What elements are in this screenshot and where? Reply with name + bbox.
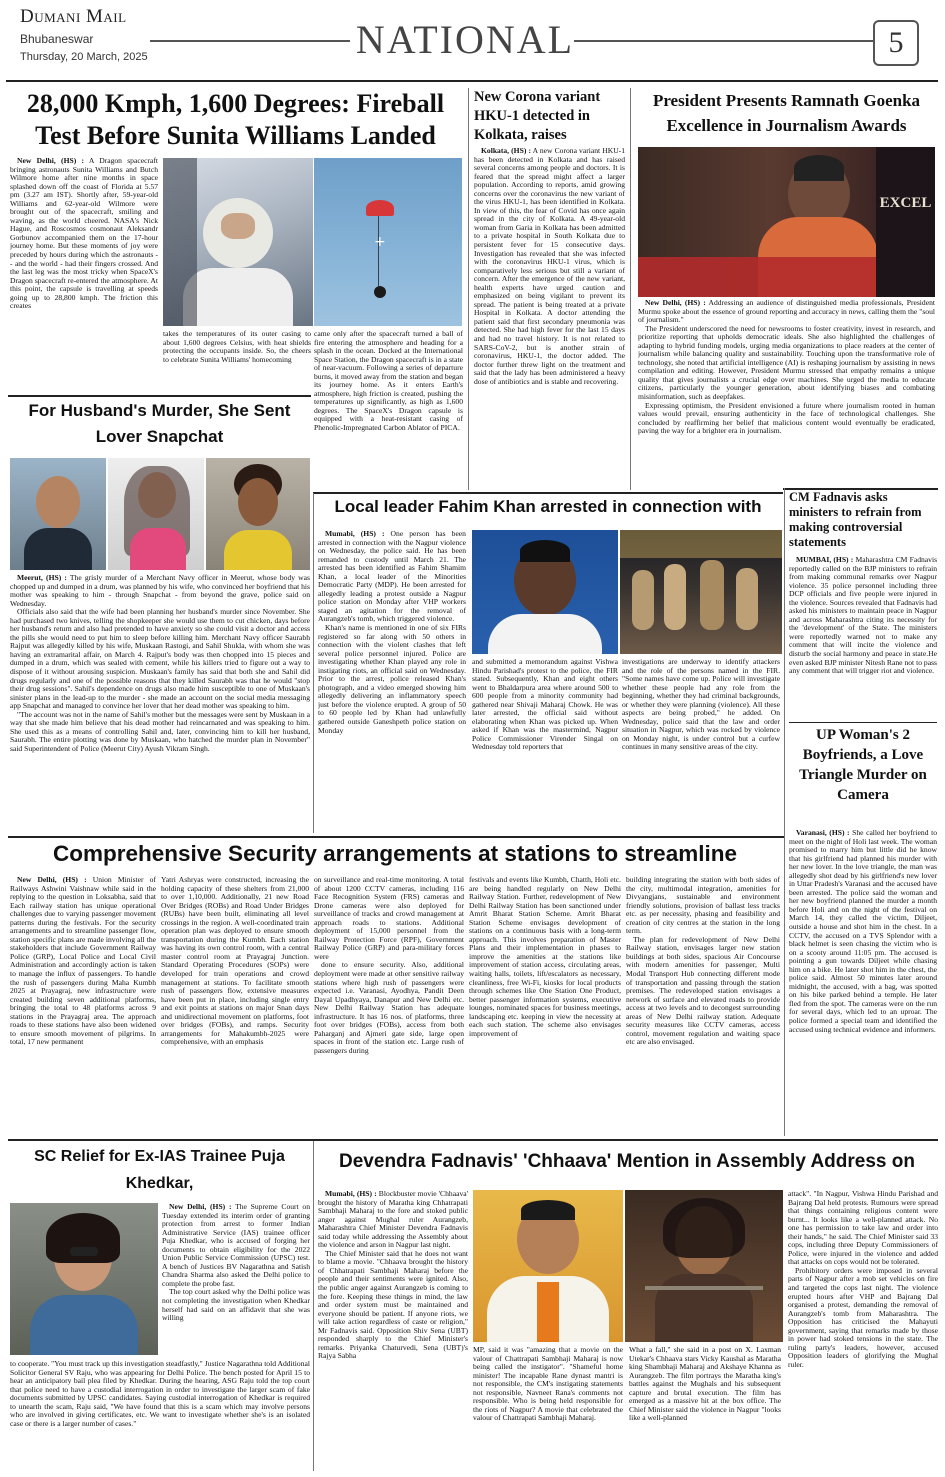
fireball-col1-text: A Dragon spacecraft bringing astronauts Sunita Williams and Butch Wilmore home after nine months in space splashed down off the coast of Florida at 5.57 pm (3.27 am IST). Shortly after, 59-year-old Williams and 62-year-old Wilmore were brought out of the spacecraft, smiling and waving, as the world cheered. NASA's Nick Hague, and Roscosmos cosmonaut Aleksandr Gorbunov accompanied them on the 17-hour journey home. But these moments of joy were preceded by hours during which the astronauts -- and the world - had their fingers crossed. And the last leg was the most tricky when SpaceX's Dragon spacecraft re-entered the atmosphere. At this point, the capsule is travelling at speeds going up to 28,800 kmph. The friction this creates xyxy=(10,157,158,311)
security-col1 xyxy=(10,876,156,1138)
masthead xyxy=(0,0,945,84)
victim-photo xyxy=(10,458,106,570)
chhaava-col3-text: What a fall," she said in a post on X. Laxman Utekar's Chhaava stars Vicky Kaushal as Maratha king Shambhaji Maharaj and Akshaye Khanna as Aurangzeb. The film portrays the Maratha king's battles against the Mughals and his subsequent capture and brutal execution. The film has emerged as a massive hit at the box office. The Chief Minister said the violence in Nagpur "looks like a well-planned xyxy=(629,1346,781,1423)
chhaava-col2-text: MP, said it was "amazing that a movie on the valour of Chattrapati Sambhaji Maharaj is now being called the instigator". "Shameful home minister! The incapable Rane dynast mantri is not responsible, the CM's instigating statements not responsible, Navneet Rana's comments not responsible. Who is being held responsible for the riots of Nagpur? A movie that celebrated the valour of Chattrapati Sambhaji Maharaj. xyxy=(473,1346,623,1423)
cm-body-text: Maharashtra CM Fadnavis reportedly called on the BJP ministers to refrain from making communal remarks over Nagpur violence. 35 police personnel including three DCP officials and five people were injured in the violence. Sources revealed that Fadnavis had asked his ministers to maintain peace in Nagpur and across Maharashtra citing its necessity for the 'development' of the State. The ministers were reportedly warned not to make any comment that will incite the violence and disturb the social harmony and peace in state.He even asked BJP minister Nitesh Rane not to pass any comment that will trigger riot and violence. xyxy=(789,556,937,676)
up-body-text: She called her boyfriend to meet on the night of Holi last week. The woman promised to marry him but little did he know that his girlfriend had planned his murder with her new lover. In the love triangle, the man was allegedly shot dead by his girlfriend's new lover in Uttar Pradesh's Varanasi and the accused have been arrested. The police said the woman and her new boyfriend planned the murder a month before Holi and on the night of the festival on March 14, they called the victim, Diljeet, outside a house and shot him in the chest. In a CCTV, the accused on a TVS Splendor with a black helmet is seen chasing the victim who is on a scooty around 11:05 pm. The accused is pointing a gun towards Diljeet while chasing him on a bike. He later shot him in the chest, the police said. Almost 50 minutes later around midnight, the accused, with a bag, was spotted on his bike parked behind a temple. He later fled from the spot. The cameras were on the run for several days, which led to an uproar. The police formed a special team and identified the accused using technical evidence and informers. xyxy=(789,829,937,1034)
fahim-col1a: One person has been arrested in connection with the Nagpur violence on Wednesday, the police said. He has been remanded to custody until March 21. The arrested has been identified as Fahim Shamim Khan, a local leader of the Minorities Democratic Party (MDP). He been arrested for allegedly leading a protest outside a Nagpur police station on Monday after VHP workers staged an agitation for the removal of Aurangzeb's tomb, which triggered violence. xyxy=(318,530,466,624)
fireball-headline: 28,000 Kmph, 1,600 Degrees: Fireball Test Before Sunita Williams Landed xyxy=(26,89,445,150)
rule-fireball-bottom xyxy=(8,395,311,397)
khedkar-photo xyxy=(10,1203,158,1355)
security-col1-text: Union Minister of Railways Ashwini Vaishnaw while said in the replying to the question in Loksabha, said that Each railway station has unique operational challenges due to varying passenger movement patterns during the festivals. For the security arrangements and to streamline passenger flow, station specific plans are made involving all the stakeholders that include Government Railway Police (GRP), Local Police and Local Civil Administration and accordingly action is taken to manage the influx of passengers. To handle the rush of passengers during Maha Kumbh 2025 at Prayagraj, new infrastructure were created building seven additional platforms, bringing the total to 48 platforms across 9 stations in the Prayagraj area. The approach roads to these stations have also been widened to ensure smooth movement of pilgrims. In total, 17 new permanent xyxy=(10,876,156,1047)
president-headline-l1: President Presents Ramnath Goenka xyxy=(652,91,921,110)
fireball-col2 xyxy=(163,330,311,390)
snapchat-p3: "The account was not in the name of Sahil's mother but the messages were sent by Muskaan in a way that she made him believe that his dead mother had reincarnated and was speaking to him. She used this as a means of controlling Sahil and, later, convincing him to kill her husband, Saurabh. The entire plotting was done by Muskaan, who hatched the murder plan in November" said Superintendent of Police (Meerut City) Ayush Vikram Singh. xyxy=(10,709,310,753)
khedkar-bottom-text: to cooperate. "You must track up this investigation steadfastly," Justice Nagarathna told Additional Solicitor General SV Raju, who was appearing for Delhi Police. The bench posted for April 15 to hear an anticipatory bail plea filed by Khedkar. During the hearing, ASG Raju told the top court that police need to have a custodial interrogation in order to investigate the larger scam of fake documents submitted by UPSC candidates. Saying custodial interrogation of Khedkar is required to unearth the scam, Raju said, "We have found that this is a scam which may involve persons who are involved in giving certificates, etc. We want to investigate whether she's is an isolated case or there is a larger number of cases." xyxy=(10,1360,310,1428)
paper-name: Dumani Mail xyxy=(20,6,127,27)
president-body xyxy=(638,299,935,489)
snapchat-body xyxy=(10,574,310,836)
fahim-headline: Local leader Fahim Khan arrested in connection with xyxy=(334,497,762,516)
snapchat-dateline: Meerut, (HS) : xyxy=(17,574,67,582)
rule-corona-left xyxy=(468,88,469,490)
khedkar-col xyxy=(162,1203,310,1360)
president-photo-text: EXCEL xyxy=(879,195,932,211)
snapchat-headline-l1: For Husband's Murder, She Sent Lover Snapchat xyxy=(28,401,291,446)
corona-body xyxy=(474,147,625,492)
chhaava-col3 xyxy=(629,1346,781,1472)
khedkar-col-a: The Supreme Court on Tuesday extended its interim order of granting protection from arrest to former Indian Administrative Service (IAS) trainee officer Puja Khedkar, who is accused of forging her documents to obtain eligibility for the 2022 Union Public Service Commission (UPSC) test. A bench of Justices BV Nagarathna and Satish Chandra Sharma also asked the Delhi police to complete the probe fast. xyxy=(162,1203,310,1288)
up-headline: UP Woman's 2 Boyfriends, a Love Triangle Murder on Camera xyxy=(799,727,927,803)
president-headline-l2: Excellence in Journalism Awards xyxy=(666,116,907,135)
rule-president-left xyxy=(630,88,631,490)
corona-dateline: Kolkata, (HS) : xyxy=(481,147,531,155)
security-dateline: New Delhi, (HS) : xyxy=(17,876,87,884)
cm-dateline: MUMBAI, (HS) : xyxy=(796,556,854,564)
up-dateline: Varanasi, (HS) : xyxy=(796,829,850,837)
fahim-dateline: Mumabi, (HS) : xyxy=(325,530,385,538)
chhaava-col1 xyxy=(318,1190,468,1472)
up-body xyxy=(789,829,937,1135)
security-col3b: done to ensure security. Also, additional deployment were made at other sensitive railway stations where high rush of passengers were expected i.e. Varanasi, Ayodhya, Pandit Deen Dayal Upadhyaya, Danapur and New Delhi etc. New Delhi Railway Station has adequate infrastructure. It has 16 nos. of platforms, three foot over bridges (FOBs), access from both Paharganj and Ajmeri gate side, large open spaces in front of the station etc. Large rush of passengers during xyxy=(314,960,464,1055)
fadnavis-photo xyxy=(473,1190,623,1342)
president-photo xyxy=(638,147,935,297)
khedkar-headline xyxy=(8,1143,311,1199)
paper-date: Thursday, 20 March, 2025 xyxy=(20,51,148,63)
fahim-col3-text: investigations are underway to identify attackers and the role of the persons named in the FIR. "Some names have come up. Police will investigate whether these people had any role from the beginning, whether they had criminal backgrounds, or whether they were planning (violence). All these aspects are being probed," he added. On Wednesday, police said that the law and order situation in Nagpur, which was rocked by violence on Monday night, is under control but a curfew continues in many sensitive areas of the city. xyxy=(622,658,780,752)
fireball-col1 xyxy=(10,157,158,397)
security-col3a: on surveillance and real-time monitoring. A total of about 1200 CCTV cameras, including 116 Face Recognition System (FRS) cameras and Drone cameras were also deployed for surveillance of tracks and crowd management at approach roads to stations. Additional deployment of 15,000 personnel from the Railway Protection Force (RPF), Government Railway Police (GRP) and para-military forces were xyxy=(314,876,464,961)
security-col2 xyxy=(161,876,309,1138)
masthead-rule-left xyxy=(150,40,350,42)
chhaava-col1a: Blockbuster movie 'Chhaava' brought the history of Maratha king Chhatrapati Sambhaji Maharaj to the fore and stoked public anger against Mughal ruler Aurangzeb, Maharashtra Chief Minister Devendra Fadnavis said today while addressing the Assembly about the violence and arson in Nagpur last night. xyxy=(318,1190,468,1250)
chhaava-col4b: Prohibitory orders were imposed in several parts of Nagpur after a mob set vehicles on fire and targeted the cops last night. The violence erupted hours after VHP and Bajrang Dal organised a protest, demanding the removal of Aurangzeb's tomb from Maharashtra. The Opposition has criticised the Mahayuti government, saying that remarks made by those in power had stoked tensions in the state. The ruling party's leaders, however, accused Opposition leaders of glorifying the Mughal ruler. xyxy=(788,1265,938,1369)
president-p2: The President underscored the need for newsrooms to foster creativity, invest in research, and prioritize reporting that upholds democratic ideals. She also highlighted the challenges of adapting to hybrid funding models, urging media organizations to place readers at the center of journalism while balancing quality and sustainability. Touching upon the transformative role of technology, she noted that artificial intelligence (AI) is reshaping journalism by assisting in news compilation and editing. However, President Murmu stressed that empathy remains a unique quality that gives journalists a crucial edge over machines. She urged the media to educate citizens, particularly the younger generation, about identifying biases and combating misinformation, such as deepfakes. xyxy=(638,323,935,402)
rule-cm-bottom xyxy=(789,722,937,723)
rule-fahim-left xyxy=(313,493,314,833)
section-title: NATIONAL xyxy=(355,17,575,62)
corona-headline: New Corona variant HKU-1 detected in Kolkata, raises xyxy=(474,89,601,143)
chhaava-col4 xyxy=(788,1190,938,1472)
chhaava-col4-text: attack". "In Nagpur, Vishwa Hindu Parishad and Bajrang Dal held protests. Rumours were spread that things containing religious content were burnt... It looks like a well-planned attack. No one has permission to take law and order into their hands," he said. The Chief Minister said 33 cops, including three Deputy Commissioners of Police, were injured in the violence and added that attacks on cops would not be tolerated. xyxy=(788,1190,938,1267)
security-col5a: building integrating the station with both sides of the city, multimodal integration, amenities for Divyangjans, sustainable and environment friendly solutions, provision of ballast less tracks etc. as per necessity, phasing and feasibility and creation of city centres at the station in the long term. xyxy=(626,876,780,936)
snapchat-lead: The grisly murder of a Merchant Navy officer in Meerut, whose body was chopped up and dumped in a drum, was planned by his wife, who convinced her boyfriend that his mother was speaking to him - through Snapchat - from beyond the grave, police said on Wednesday. xyxy=(10,574,310,608)
rule-chhaava-left xyxy=(313,1141,314,1471)
security-col5 xyxy=(626,876,780,1138)
khedkar-headline-l1: SC Relief for Ex-IAS Trainee Puja Khedkar, xyxy=(34,1148,285,1192)
president-dateline: New Delhi, (HS) : xyxy=(645,299,706,307)
fahim-col1b: Khan's name is mentioned in one of six FIRs registered so far along with 50 others in connection with the violent clashes that left several police personnel injured. Police are investigating whether Khan played any role in instigating riots, an official said on Wednesday. Prior to the arrest, police released Khan's photograph, and a video emerged showing him allegedly delivering an inflammatory speech just before the violence erupted. A group of 50 to 60 people led by Khan had unlawfully gathered outside Ganeshpeth police station on Monday xyxy=(318,623,466,735)
page-number: 5 xyxy=(888,26,904,59)
fireball-col3 xyxy=(314,330,463,492)
chhaava-dateline: Mumabi, (HS) : xyxy=(325,1190,377,1198)
security-col4-text: festivals and events like Kumbh, Chatth, Holi etc. are being handled regularly on New Delhi Railway Station. Further, redevelopment of New Delhi Railway Station has been sanctioned under Amrit Bharat Station Scheme. Amrit Bharat Station Scheme envisages development of stations on a continuous basis with a long-term approach. This involves preparation of Master Plans and their implementation in phases to improve the amenities at the stations like improvement of station access, circulating areas, waiting halls, toilets, lift/escalators as necessary, cleanliness, free Wi-Fi, kiosks for local products through schemes like One Station One Product, better passenger information systems, executive lounges, nominated spaces for business meetings, landscaping etc. keeping in view the necessity at each such station. The scheme also envisages improvement of xyxy=(469,876,621,1038)
security-col2-text: Yatri Ashryas were constructed, increasing the holding capacity of these shelters from 21,000 to over 1,10,000. Additionally, 21 new Road Over Bridges (ROBs) and Road Under Bridges (RUBs) have been built, eliminating all level crossings in the region. A well-coordinated train operation plan was deployed to ensure smooth transportation during the Kumbh. Each station was having its own control room, with a central master control room at Prayagraj Junction. Standard Operating Procedures (SOPs) were developed for train operations and crowd management at stations. To facilitate smooth rush of passengers flow, extensive measures have been put in place, including single entry and exit points at stations on major Snan days and unidirectional movement on platforms, foot over bridges (FOBs), and ramps. Security arrangements for Mahakumbh-2025 were comprehensive, with an emphasis xyxy=(161,876,309,1047)
security-headline: Comprehensive Security arrangements at stations to streamline xyxy=(53,841,737,866)
fahim-col2 xyxy=(472,658,618,836)
fireball-dateline: New Delhi, (HS) : xyxy=(17,157,85,165)
capsule-photo: + xyxy=(314,158,462,326)
lover-photo xyxy=(206,458,310,570)
chhaava-poster xyxy=(625,1190,783,1342)
khedkar-col-b: The top court asked why the Delhi police was not completing the investigation when Khedkar herself had said on an affidavit that she was willing xyxy=(162,1287,310,1323)
fireball-col3-text: came only after the spacecraft turned a ball of fire entering the atmosphere and heading for a splash in the ocean. Docked at the International Space Station, the Dragon spacecraft is in a state of near-vacuum. Following a series of departure burns, it moved away from the station and began its journey home. As it enters Earth's atmosphere, high friction is created, pushing the temperatures up significantly, as high as 1,600 degrees. The SpaceX's Dragon capsule is equipped with a heat-resistant casing of Phenolic-Impregnated Carbon Ablator of PICA. xyxy=(314,330,463,433)
khedkar-headline-l2 xyxy=(8,1197,311,1199)
police-photo xyxy=(620,530,782,654)
chhaava-col1b: The Chief Minister said that he does not want to blame a movie. "Chhaava brought the history of Chhatrapati Sambhaji Maharaj before the people and their sentiments were ignited. Also, the public anger against Aurangzeb is coming to the fore. Keeping these things in mind, the law and order system must be maintained and everyone should be patient. If anyone riots, we will take action regardless of caste or religion," Mr Fadnavis said. Opposition Shiv Sena (UBT) responded sharply to the Chief Minister's remarks. Priyanka Chaturvedi, Sena (UBT)'s Rajya Sabha xyxy=(318,1248,468,1361)
fahim-col3 xyxy=(622,658,780,836)
page-number-box xyxy=(873,20,919,66)
security-col4 xyxy=(469,876,621,1138)
fahim-col1 xyxy=(318,530,466,836)
snapchat-p2: Officials also said that the wife had been planning her husband's murder since November. She had purchased two knives, telling the shopkeeper she would use them to cut chicken, days before her husband's return and also had pretended to have anxiety so she could visit a doctor and access the pills she would need to put him to sleep before killing him. Merchant Navy officer Saurabh Rajput was allegedly killed by his wife, Muskaan Rastogi, and Sahil Shukla, with whom she was having an extramarital affair, on March 4. Rajput's body was then chopped into 15 pieces and dumped in a drum, which was sealed with cement, while his killers tried to figure out a way to dispose of it without arousing suspicion. Muskaan's family has said that both she and Sahil did drugs regularly and one of the possible reasons that they killed Saurabh was that he would "stop their drug sessions". Sahil's dependence on drugs also made him susceptible to one of Muskaan's sinister plans in the lead-up to the murder - she made an account on the social media messaging app Snapchat and managed to convince her lover that her dead mother was speaking to him. xyxy=(10,607,310,711)
astronaut-photo xyxy=(163,158,313,326)
president-headline xyxy=(634,88,939,144)
wife-photo xyxy=(108,458,204,570)
khedkar-dateline: New Delhi, (HS) : xyxy=(169,1203,232,1211)
khedkar-bottom xyxy=(10,1360,310,1472)
fireball-col2-text: takes the temperatures of its outer casing to about 1,600 degrees Celsius, with heat shields protecting the occupants inside. So, the cheers to celebrate Sunita Williams' homecoming xyxy=(163,330,311,364)
president-lead: Addressing an audience of distinguished media professionals, President Murmu spoke about the essence of ground reporting and accuracy in news, calling them the "soul of journalism." xyxy=(638,299,935,325)
rule-right-col-left xyxy=(784,488,785,1136)
masthead-rule-right xyxy=(574,40,874,42)
security-col5b: The plan for redevelopment of New Delhi Railway station, envisages larger new station buildings at both sides, spacious Air Concourse with modern amenities for passenger, Multi Modal Transport Hub connecting different mode of transportation and passing through the station premises. The redeveloped station envisages a network of surface and elevated roads to provide access at two levels and to decongest surrounding areas of New Delhi railway station. Adequate security measures like CCTV cameras, access control, movement regulation and waiting space etc are also envisaged. xyxy=(626,934,780,1047)
cm-headline: CM Fadnavis asks ministers to refrain from making controversial statements xyxy=(789,490,922,549)
fahim-col2-text: and submitted a memorandum against Vishwa Hindu Parishad's protest to the police, the FIR stated. Subsequently, Khan and eight others went to Bhaldarpura area where around 500 to 600 people from a minority community had gathered near Shivaji Maharaj Chowk. He was later arrested, the official said without elaborating when Khan was picked up. When asked if Khan was the mastermind, Nagpur Police Commissioner Virender Singal on Wednesday told reporters that xyxy=(472,658,618,752)
masthead-bottom-rule xyxy=(6,80,938,82)
security-col3 xyxy=(314,876,464,1138)
chhaava-col2 xyxy=(473,1346,623,1472)
corona-body-text: A new Corona variant HKU-1 has been detected in Kolkata and has raised several concerns among people and doctors. It is feared that the spread might affect a larger population. According to reports, amid growing concerns over the coronavirus the new variant of the virus HKU-1, has been identified in Kolkata. In view of this, the fear of Covid has once again spread in the city of Kolkata. A 49-year-old woman from Garia in Kolkata has been admitted to a private hospital in South Kolkata due to persistent fever for 15 consecutive days. Investigation has revealed that she was infected with the coronavirus HKU-1 virus, which is comparatively less serious but still a variant of concern. After the emergence of the new variant, health experts have urged caution and emphasized on being vigilant to prevent its spread. The patient is being treated at a private Hospital in Kolkata. A doctor attending the patient said that first secondary pneumonia was detected. She had high fever for the last 15 days and had no travel history. It is not related to SARS-CoV-2, but is another strain of coronavirus, HKU-1, the doctor added. The doctor further threw light on the treatment and said that the lady has been administered a heavy dose of antibiotics and is stable and recovering. xyxy=(474,147,625,386)
paper-city: Bhubaneswar xyxy=(20,32,94,46)
snapchat-headline-l2 xyxy=(8,450,311,454)
fahim-photo xyxy=(472,530,618,654)
rule-security-bottom xyxy=(8,1139,938,1141)
snapchat-headline xyxy=(8,398,311,454)
cm-body xyxy=(789,556,937,721)
chhaava-headline: Devendra Fadnavis' 'Chhaava' Mention in Assembly Address on xyxy=(339,1151,915,1172)
president-p3: Expressing optimism, the President envisioned a future where journalism rooted in human values would prevail, ensuring authenticity in the face of technological challenges. She concluded by reaffirming her belief that malicious content would eventually be eradicated, paving the way for a brighter era in journalism. xyxy=(638,400,935,436)
